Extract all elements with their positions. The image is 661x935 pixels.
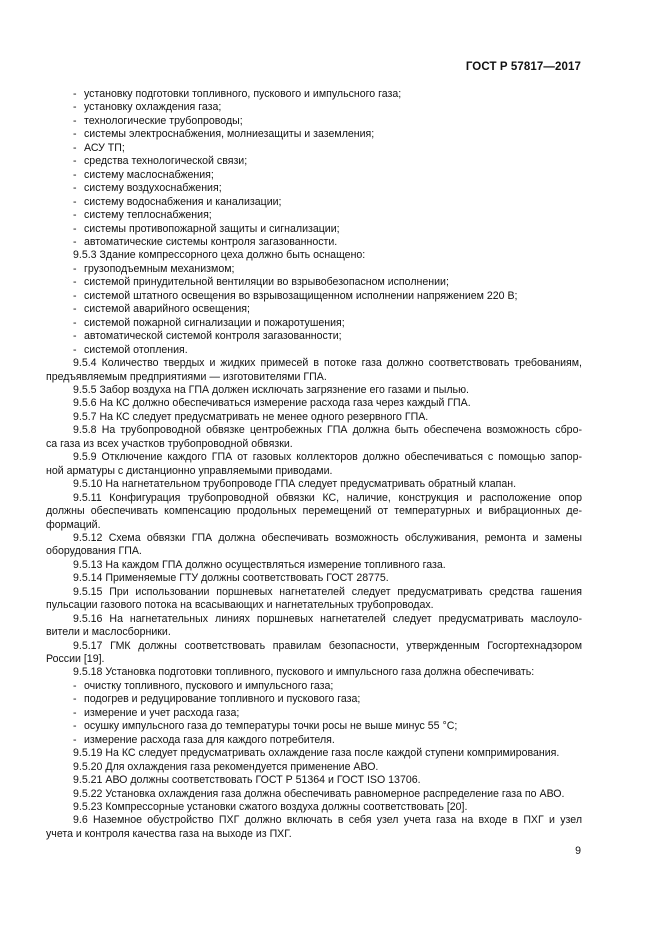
paragraph-line: 9.5.6 На КС должно обеспечиваться измерение расхода газа через каждый ГПА. <box>73 397 471 410</box>
list-item-text: осушку импульсного газа до температуры точки росы не выше минус 55 °С; <box>84 720 458 733</box>
document-body <box>46 88 582 841</box>
paragraph-line: 9.5.22 Установка охлаждения газа должна обеспечивать равномерное распределение газа по АВО. <box>73 787 565 800</box>
paragraph-line: 9.5.3 Здание компрессорного цеха должно быть оснащено: <box>73 249 366 262</box>
list-item-text: систему воздухоснабжения; <box>84 182 222 195</box>
paragraph-continuation: вители и маслосборники. <box>46 626 171 639</box>
list-item <box>46 128 582 141</box>
paragraph-line: 9.5.11 Конфигурация трубопроводной обвязки КС, наличие, конструкция и расположение опор <box>73 491 582 504</box>
list-item-text: измерение и учет расхода газа; <box>84 706 240 719</box>
paragraph-line: 9.5.7 На КС следует предусматривать не менее одного резервного ГПА. <box>73 410 429 423</box>
paragraph-continuation: формаций. <box>46 518 101 531</box>
list-dash: - <box>73 114 77 127</box>
list-item <box>46 344 582 357</box>
list-item-text: установку подготовки топливного, пускового и импульсного газа; <box>84 88 402 100</box>
list-dash: - <box>73 720 77 733</box>
list-dash: - <box>73 235 77 248</box>
paragraph-continuation: оборудования ГПА. <box>46 545 142 558</box>
list-dash: - <box>73 168 77 181</box>
list-item-text: системой отопления. <box>84 343 188 356</box>
list-item <box>46 693 582 706</box>
list-dash: - <box>73 128 77 141</box>
list-item-text: измерение расхода газа для каждого потребителя. <box>84 733 335 746</box>
paragraph-line: 9.5.18 Установка подготовки топливного, пускового и импульсного газа должна обеспечивать: <box>73 666 535 679</box>
list-dash: - <box>73 316 77 329</box>
list-item-text: системой аварийного освещения; <box>84 303 250 316</box>
paragraph-continuation: ной арматуры с дистанционно управляемыми приводами. <box>46 464 333 477</box>
list-item <box>46 263 582 276</box>
list-item <box>46 317 582 330</box>
list-item-text: системой пожарной сигнализации и пожаротушения; <box>84 316 345 329</box>
list-dash: - <box>73 706 77 719</box>
paragraph-continuation: пульсации газового потока на всасывающих и нагнетательных трубопроводах. <box>46 599 434 612</box>
list-item-text: системы противопожарной защиты и сигнализации; <box>84 222 340 235</box>
list-dash: - <box>73 195 77 208</box>
list-item <box>46 196 582 209</box>
list-item <box>46 707 582 720</box>
paragraph-line: 9.5.8 На трубопроводной обвязке центробежных ГПА должна быть обеспечена возможность сбро- <box>73 424 582 437</box>
list-dash: - <box>73 733 77 746</box>
list-dash: - <box>73 330 77 343</box>
list-item <box>46 223 582 236</box>
paragraph-line: 9.5.23 Компрессорные установки сжатого воздуха должны соответствовать [20]. <box>73 801 468 814</box>
list-item-text: системой принудительной вентиляции во взрывобезопасном исполнении; <box>84 276 449 289</box>
paragraph-continuation: должны обеспечивать компенсацию продольных перемещений от температурных и вибрационных де- <box>46 505 582 518</box>
paragraph-line: 9.5.10 На нагнетательном трубопроводе ГПА следует предусматривать обратный клапан. <box>73 478 517 491</box>
paragraph-line: 9.5.4 Количество твердых и жидких примесей в потоке газа должно соответствовать требованиям, <box>73 357 582 370</box>
list-item-text: систему водоснабжения и канализации; <box>84 195 282 208</box>
list-item-text: системы электроснабжения, молниезащиты и заземления; <box>84 128 375 141</box>
paragraph-line: 9.5.20 Для охлаждения газа рекомендуется применение АВО. <box>73 760 379 773</box>
paragraph-line: 9.5.21 АВО должны соответствовать ГОСТ Р 51364 и ГОСТ ISO 13706. <box>73 774 421 787</box>
list-item-text: АСУ ТП; <box>84 141 125 154</box>
paragraph-line: 9.5.14 Применяемые ГТУ должны соответствовать ГОСТ 28775. <box>73 572 389 585</box>
paragraph-line: 9.5.5 Забор воздуха на ГПА должен исключать загрязнение его газами и пылью. <box>73 383 469 396</box>
list-item <box>46 276 582 289</box>
list-item-text: очистку топливного, пускового и импульсного газа; <box>84 679 334 692</box>
list-item <box>46 142 582 155</box>
document-standard-header: ГОСТ Р 57817—2017 <box>465 61 581 73</box>
list-dash: - <box>73 141 77 154</box>
list-item <box>46 101 582 114</box>
paragraph-line: 9.5.17 ГМК должны соответствовать правилам безопасности, утвержденным Госгортехнадзором <box>73 639 582 652</box>
paragraph-continuation: предъявляемым предприятиями — изготовителями ГПА. <box>46 370 327 383</box>
list-item <box>46 155 582 168</box>
list-item-text: средства технологической связи; <box>84 155 248 168</box>
list-dash: - <box>73 289 77 302</box>
list-item <box>46 680 582 693</box>
list-item <box>46 734 582 747</box>
list-item-text: подогрев и редуцирование топливного и пускового газа; <box>84 693 361 706</box>
paragraph-line: 9.5.16 На нагнетательных линиях поршневых нагнетателей следует предусматривать маслоуло- <box>73 612 582 625</box>
list-dash: - <box>73 303 77 316</box>
paragraph-continuation: са газа из всех участков трубопроводной обвязки. <box>46 437 293 450</box>
list-item-text: автоматические системы контроля загазованности. <box>84 235 338 248</box>
paragraph-continuation: учета и контроля качества газа на выходе из ПХГ. <box>46 827 292 840</box>
list-item <box>46 330 582 343</box>
list-item <box>46 182 582 195</box>
paragraph-line: 9.5.13 На каждом ГПА должно осуществляться измерение топливного газа. <box>73 558 446 571</box>
list-dash: - <box>73 693 77 706</box>
list-item <box>46 290 582 303</box>
list-item <box>46 88 582 101</box>
paragraph-continuation: России [19]. <box>46 653 105 666</box>
list-item-text: автоматической системой контроля загазованности; <box>84 330 342 343</box>
paragraph-line: 9.5.9 Отключение каждого ГПА от газовых коллекторов должно обеспечиваться с помощью запор- <box>73 451 582 464</box>
list-dash: - <box>73 182 77 195</box>
list-item <box>46 236 582 249</box>
list-item <box>46 303 582 316</box>
list-item-text: систему маслоснабжения; <box>84 168 214 181</box>
list-item-text: грузоподъемным механизмом; <box>84 262 235 275</box>
list-dash: - <box>73 101 77 114</box>
list-dash: - <box>73 155 77 168</box>
page-number: 9 <box>575 845 581 857</box>
list-item-text: технологические трубопроводы; <box>84 114 243 127</box>
list-dash: - <box>73 209 77 222</box>
paragraph-line: 9.5.12 Схема обвязки ГПА должна обеспечивать возможность обслуживания, ремонта и замены <box>73 531 582 544</box>
list-item <box>46 169 582 182</box>
list-dash: - <box>73 88 77 100</box>
list-item <box>46 115 582 128</box>
paragraph-line: 9.5.19 На КС следует предусматривать охлаждение газа после каждой ступени компримирования. <box>73 747 560 760</box>
list-item <box>46 720 582 733</box>
list-dash: - <box>73 276 77 289</box>
paragraph-line: 9.5.15 При использовании поршневых нагнетателей следует предусматривать средства гашения <box>73 585 582 598</box>
list-item-text: систему теплоснабжения; <box>84 209 212 222</box>
list-dash: - <box>73 222 77 235</box>
list-dash: - <box>73 343 77 356</box>
list-item <box>46 209 582 222</box>
paragraph-line: 9.6 Наземное обустройство ПХГ должно включать в себя узел учета газа на входе в ПХГ и узел <box>73 814 582 827</box>
list-dash: - <box>73 262 77 275</box>
list-dash: - <box>73 679 77 692</box>
list-item-text: установку охлаждения газа; <box>84 101 222 114</box>
list-item-text: системой штатного освещения во взрывозащищенном исполнении напряжением 220 В; <box>84 289 518 302</box>
